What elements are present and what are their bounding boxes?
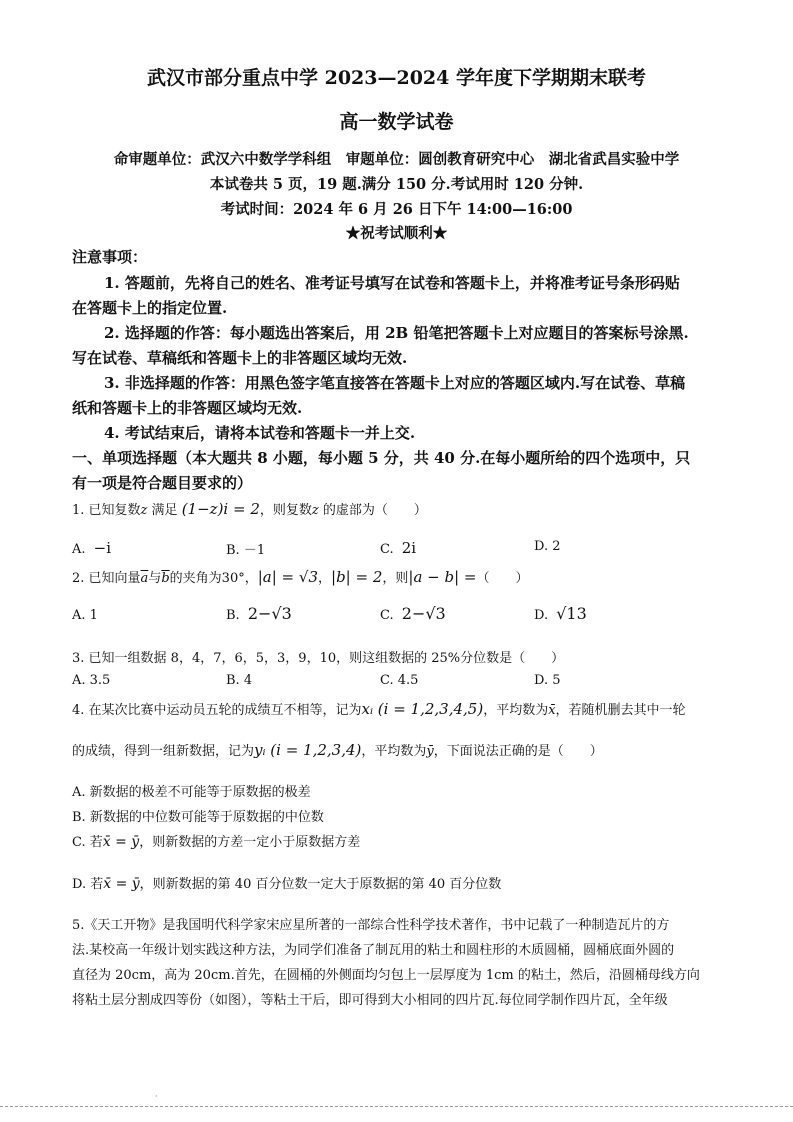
q1-a-label: A. (72, 542, 86, 557)
note-1b: 在答题卡上的指定位置. (72, 299, 228, 317)
q2-c-label: C. (380, 608, 394, 623)
q1-c-value: 2i (401, 539, 417, 557)
q1-option-d: D. 2 (534, 539, 561, 554)
q2-sep-2: ， (318, 571, 332, 586)
note-1a: 1. 答题前，先将自己的姓名、准考证号填写在试卷和答题卡上，并将准考证号条形码贴 (104, 274, 680, 292)
q2-text-c: 的夹角为 (169, 571, 222, 586)
note-3b: 纸和答题卡上的非答题区域均无效. (72, 399, 303, 417)
question-4-stem-line1 (72, 699, 686, 718)
q2-d-label: D. (534, 608, 549, 623)
q3-option-b: B. 4 (226, 673, 253, 688)
q2-option-a: A. 1 (72, 608, 98, 623)
q2-sep-1: ， (244, 571, 258, 586)
question-5-line3: 直径为 20cm，高为 20cm.首先，在圆桶的外侧面均匀包上一层厚度为 1cm 的粘土，然后，沿圆桶母线方向 (72, 968, 700, 983)
q2-b-label: B. (226, 608, 240, 623)
q2-condition-a: |a| = √3 (257, 568, 318, 586)
q2-option-b (226, 604, 292, 623)
question-4-stem-line2 (72, 740, 603, 759)
q2-vector-b: $\overline{b}$ (161, 571, 170, 586)
q1-var-z2: z (311, 503, 319, 518)
notes-heading: 注意事项： (72, 248, 148, 266)
q1-equation: (1−z)i = 2 (181, 500, 260, 518)
q1-text-d: 的虚部为（ ） (322, 503, 427, 518)
q4-option-c (72, 831, 360, 850)
q4-c-text-b: ，则新数据的方差一定小于原数据方差 (139, 835, 361, 850)
q1-var-z: z (140, 503, 148, 518)
q4-d-condition: x̄ = ȳ (103, 876, 140, 892)
q4-x-mean: x̄ (548, 703, 556, 718)
q2-text-d: ，则 (382, 571, 409, 586)
question-5-line2: 法.某校高一年级计划实践这种方法，为同学们准备了制瓦用的粘土和圆柱形的木质圆桶，圆桶底面外圆的 (72, 943, 675, 958)
page-dot: · (155, 1092, 158, 1101)
q4-option-d (72, 873, 501, 892)
q1-option-c (380, 539, 416, 557)
q3-option-c: C. 4.5 (380, 673, 419, 688)
q1-text-c: ，则复数 (259, 503, 312, 518)
q1-option-b: B. －1 (226, 543, 266, 558)
note-2a: 2. 选择题的作答：每小题选出答案后，用 2B 铅笔把答题卡上对应题目的答案标号涂黑. (104, 324, 689, 342)
q4-text-d: 的成绩，得到一组新数据，记为 (72, 744, 255, 759)
q2-vector-a: $\overline{a}$ (140, 571, 149, 586)
page-bottom-rule (0, 1106, 793, 1107)
q2-text-a: 2. 已知向量 (72, 571, 141, 586)
section1-line1: 一、单项选择题（本大题共 8 小题，每小题 5 分，共 40 分.在每小题所给的四个选项中，只 (72, 449, 691, 467)
q4-text-a: 4. 在某次比赛中运动员五轮的成绩互不相等，记为 (72, 703, 362, 718)
q2-option-c (380, 604, 446, 623)
note-3a: 3. 非选择题的作答：用黑色签字笔直接答在答题卡上对应的答题区域内.写在试卷、草稿 (104, 374, 686, 392)
q2-b-value: 2−√3 (247, 604, 292, 623)
q2-expression: |a − b| = (408, 568, 477, 586)
q1-text-b: 满足 (151, 503, 178, 518)
q2-paren: （ ） (476, 571, 529, 586)
q4-text-e: ，平均数为 (361, 744, 427, 759)
q1-option-a (72, 539, 111, 557)
exam-wish: ★祝考试顺利★ (345, 225, 448, 242)
question-5-line4: 将粘土层分割成四等份（如图），等粘土干后，即可得到大小相同的四片瓦.每位同学制作四片瓦，全年级 (72, 993, 668, 1008)
q4-c-text-a: C. 若 (72, 835, 103, 850)
q3-option-a: A. 3.5 (72, 673, 111, 688)
q1-text-a: 1. 已知复数 (72, 503, 141, 518)
q4-text-f: ，下面说法正确的是（ ） (433, 744, 603, 759)
q4-text-b: ，平均数为 (483, 703, 549, 718)
q2-d-value: √13 (556, 604, 587, 623)
exam-time: 考试时间：2024 年 6 月 26 日下午 14:00—16:00 (220, 201, 573, 218)
q4-text-c: ，若随机删去其中一轮 (555, 703, 686, 718)
q2-condition-b: |b| = 2 (331, 568, 383, 586)
q2-text-b: 与 (148, 571, 162, 586)
q1-c-label: C. (380, 542, 394, 557)
q3-option-d: D. 5 (534, 673, 561, 688)
q4-y-sequence: yᵢ (i = 1,2,3,4) (254, 741, 362, 759)
q2-c-value: 2−√3 (401, 604, 446, 623)
exam-title: 武汉市部分重点中学 2023—2024 学年度下学期期末联考 (147, 67, 646, 89)
q1-a-value: −i (93, 539, 112, 557)
note-2b: 写在试卷、草稿纸和答题卡上的非答题区域均无效. (72, 349, 408, 367)
note-4: 4. 考试结束后，请将本试卷和答题卡一并上交. (104, 424, 416, 442)
question-1-stem (72, 499, 427, 518)
q4-d-text-b: ，则新数据的第 40 百分位数一定大于原数据的第 40 百分位数 (139, 877, 502, 892)
q4-d-text-a: D. 若 (72, 877, 104, 892)
section1-line2: 有一项是符合题目要求的） (72, 474, 253, 492)
exam-info: 本试卷共 5 页，19 题.满分 150 分.考试用时 120 分钟. (209, 176, 584, 193)
question-2-stem (72, 567, 529, 586)
q4-option-a: A. 新数据的极差不可能等于原数据的极差 (72, 785, 311, 800)
exam-subtitle: 高一数学试卷 (339, 111, 454, 133)
question-3-stem: 3. 已知一组数据 8，4，7，6，5，3，9，10，则这组数据的 25%分位数是（ ） (72, 651, 565, 666)
q4-x-sequence: xᵢ (i = 1,2,3,4,5) (361, 700, 484, 718)
question-5-line1: 5.《天工开物》是我国明代科学家宋应星所著的一部综合性科学技术著作，书中记载了一种制造瓦片的方 (72, 918, 670, 933)
q4-option-b: B. 新数据的中位数可能等于原数据的中位数 (72, 810, 324, 825)
q2-option-d (534, 604, 587, 623)
q4-c-condition: x̄ = ȳ (102, 834, 140, 850)
q4-y-mean: ȳ (426, 744, 434, 759)
q2-angle: 30° (221, 571, 245, 586)
exam-units: 命审题单位：武汉六中数学学科组 审题单位：圆创教育研究中心 湖北省武昌实验中学 (113, 151, 680, 168)
